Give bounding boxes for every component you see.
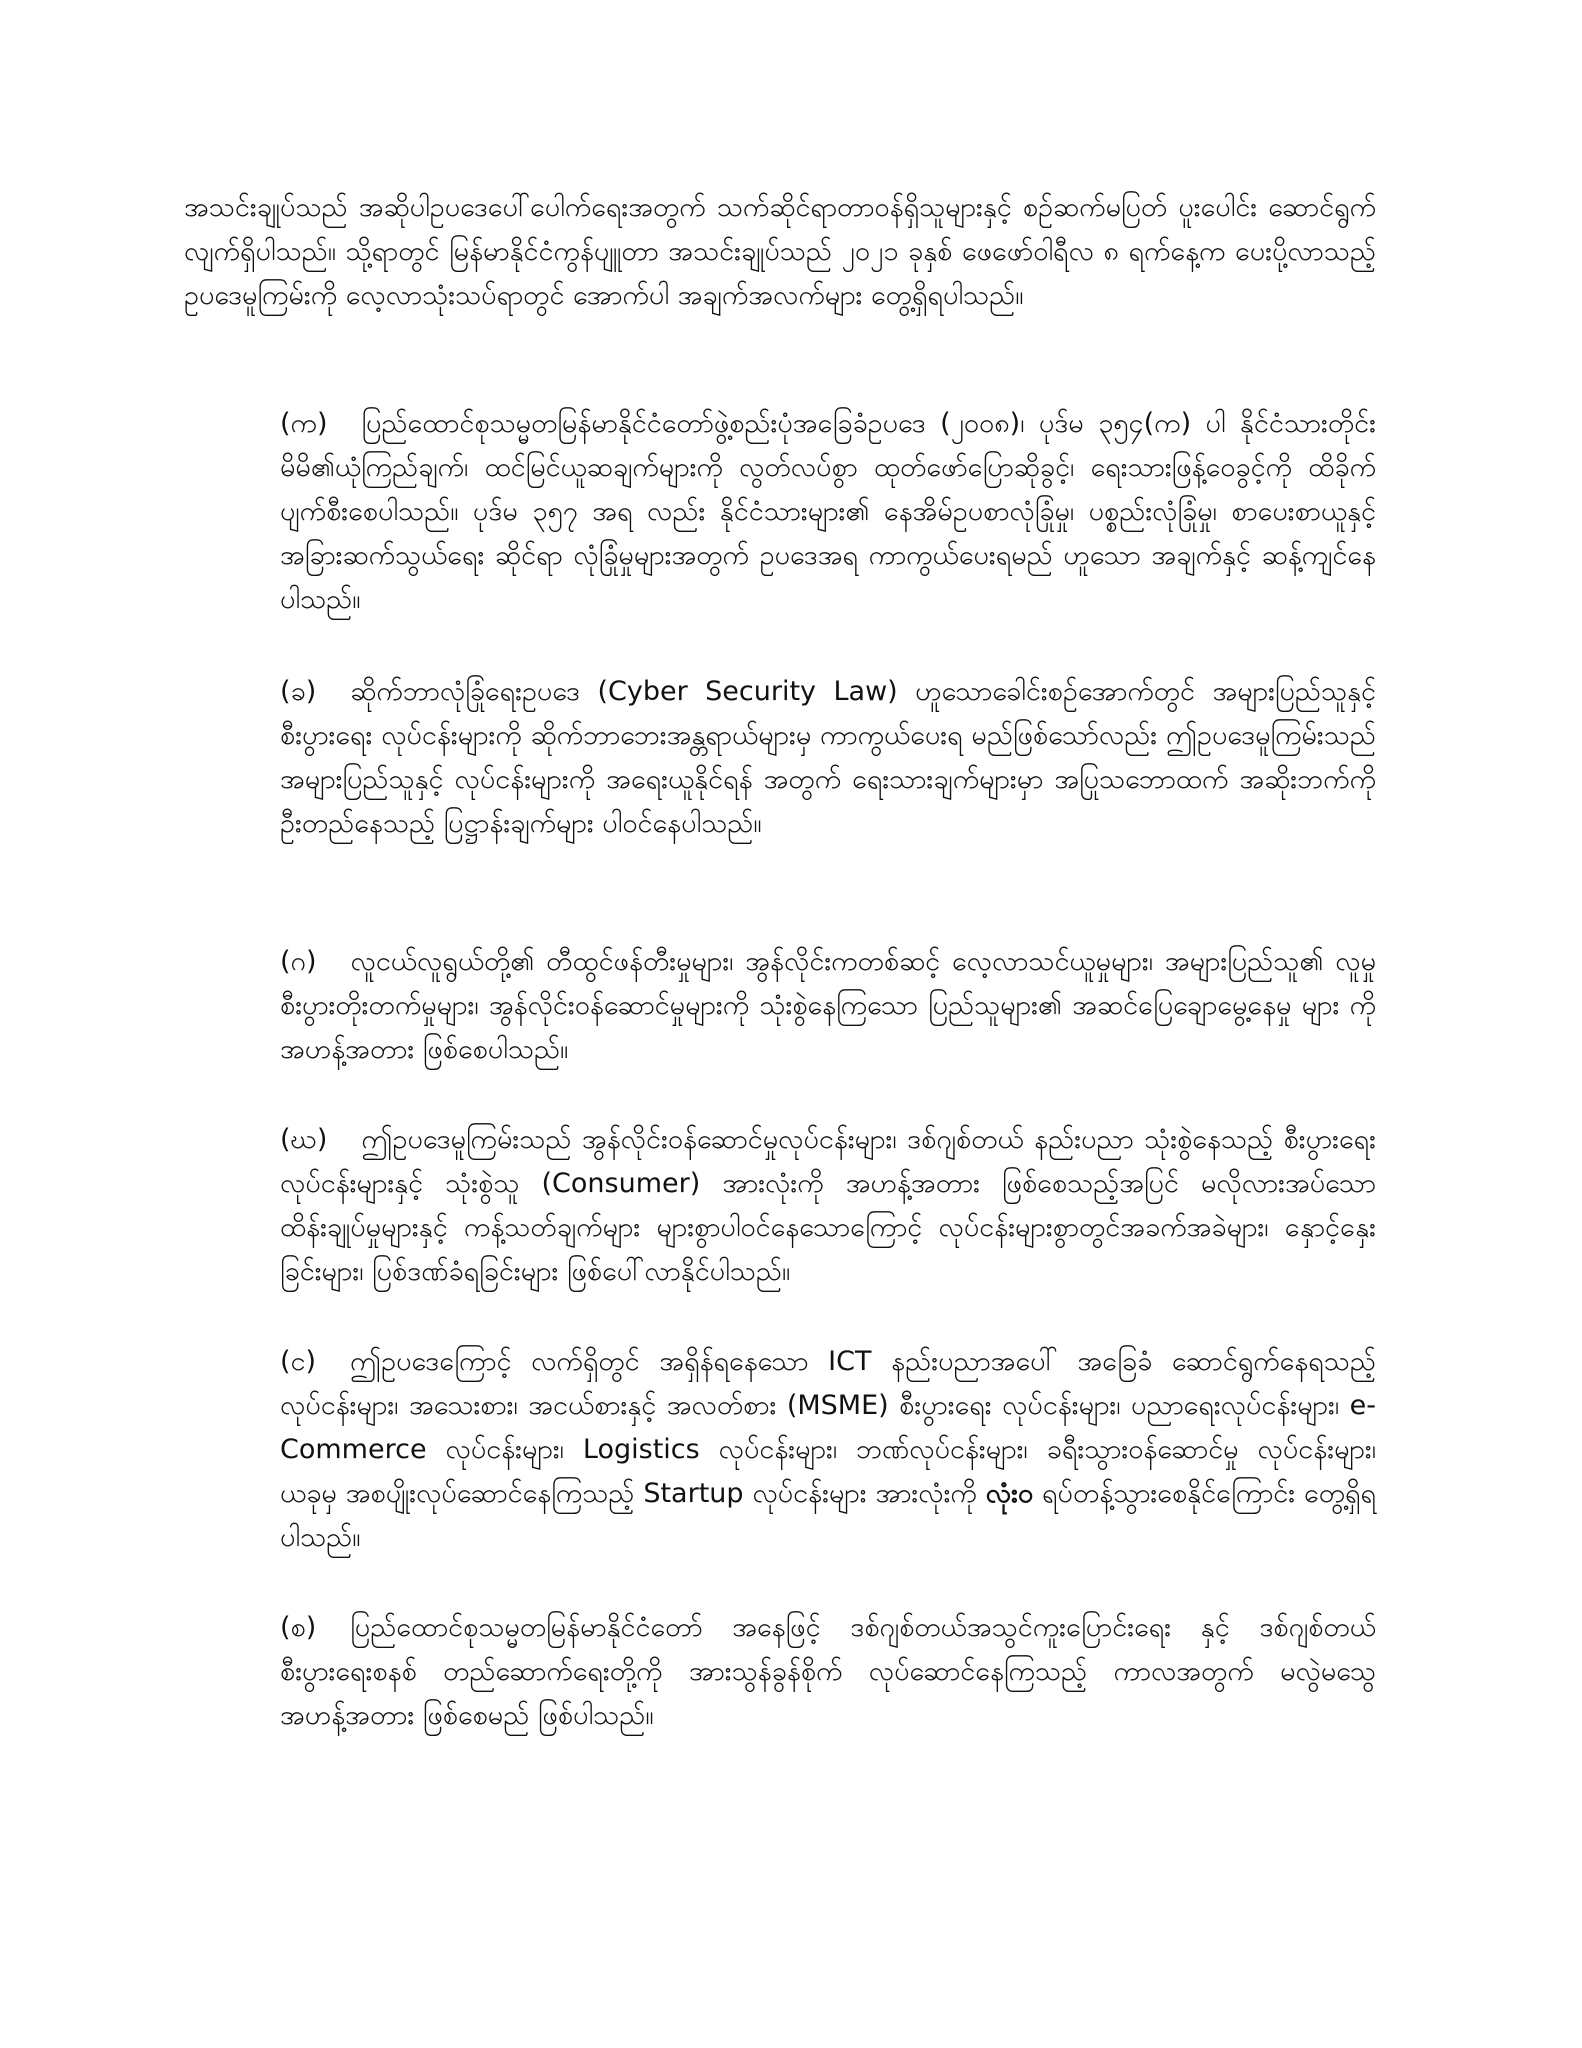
item-text-bold: လုံး၀ xyxy=(985,1478,1034,1509)
item-marker: (ဃ) xyxy=(280,1124,328,1155)
item-text-after: ရပ်တန့်သွားစေနိုင်ကြောင်း တွေ့ရှိရပါသည်။ xyxy=(280,1478,1376,1553)
item-text: ဤဥပဒေမူကြမ်းသည် အွန်လိုင်းဝန်ဆောင်မှုလုပ်ငန်းများ၊ ဒစ်ဂျစ်တယ် နည်းပညာ သုံးစွဲနေသည့် စီးပွားရေးလုပ်ငန်းများနှင့် သုံးစွဲသူ (Consumer) အားလုံးကို အဟန့်အတား ဖြစ်စေသည့်အပြင် မလိုလားအပ်သော ထိန်းချုပ်မှုများနှင့် ကန့်သတ်ချက်များ များစွာပါဝင်နေသောကြောင့် လုပ်ငန်းများစွာတွင်အခက်အခဲများ၊ နှောင့်နှေးခြင်းများ၊ ပြစ်ဒဏ်ခံရခြင်းများ ဖြစ်ပေါ်လာနိုင်ပါသည်။ xyxy=(280,1124,1376,1287)
item-text: ဆိုက်ဘာလုံခြုံရေးဥပဒေ (Cyber Security Law) ဟူသောခေါင်းစဉ်အောက်တွင် အများပြည်သူနှင့် စီးပွားရေး လုပ်ငန်းများကို ဆိုက်ဘာဘေးအန္တရာယ်များမှ ကာကွယ်ပေးရ မည်ဖြစ်သော်လည်း ဤဥပဒေမူကြမ်းသည် အများပြည်သူနှင့် လုပ်ငန်းများကို အရေးယူနိုင်ရန် အတွက် ရေးသားချက်များမှာ အပြုသဘောထက် အဆိုးဘက်ကို ဦးတည်နေသည့် ပြဋ္ဌာန်းချက်များ ပါဝင်နေပါသည်။ xyxy=(280,676,1376,839)
item-marker: (ဂ) xyxy=(280,946,317,977)
item-text: လူငယ်လူရွယ်တို့၏ တီထွင်ဖန်တီးမှုများ၊ အွန်လိုင်းကတစ်ဆင့် လေ့လာသင်ယူမှုများ၊ အများပြည်သူ၏ လူမှုစီးပွားတိုးတက်မှုများ၊ အွန်လိုင်းဝန်ဆောင်မှုများကို သုံးစွဲနေကြသော ပြည်သူများ၏ အဆင်ပြေချောမွေ့နေမှု များ ကို အဟန့်အတား ဖြစ်စေပါသည်။ xyxy=(280,946,1376,1065)
list-item-ga xyxy=(280,940,1376,1072)
item-text-before: ဤဥပဒေကြောင့် လက်ရှိတွင် အရှိန်ရနေသော ICT နည်းပညာအပေါ် အခြေခံ ဆောင်ရွက်နေရသည့်လုပ်ငန်းများ၊ အသေးစား၊ အငယ်စားနှင့် အလတ်စား (MSME) စီးပွားရေး လုပ်ငန်းများ၊ ပညာရေးလုပ်ငန်းများ၊ e-Commerce လုပ်ငန်းများ၊ Logistics လုပ်ငန်းများ၊ ဘဏ်လုပ်ငန်းများ၊ ခရီးသွားဝန်ဆောင်မှု လုပ်ငန်းများ၊ ယခုမှ အစပျိုးလုပ်ဆောင်နေကြသည့် Startup လုပ်ငန်းများ အားလုံးကို xyxy=(280,1346,1376,1509)
item-marker: (ခ) xyxy=(280,676,317,707)
item-text: ပြည်ထောင်စုသမ္မတမြန်မာနိုင်ငံတော်ဖွဲ့စည်းပုံအခြေခံဥပဒေ (၂၀၀၈)၊ ပုဒ်မ ၃၅၄(က) ပါ နိုင်ငံသားတိုင်း မိမိ၏ယုံကြည်ချက်၊ ထင်မြင်ယူဆချက်များကို လွတ်လပ်စွာ ထုတ်ဖော်ပြောဆိုခွင့်၊ ရေးသားဖြန့်ဝေခွင့်ကို ထိခိုက်ပျက်စီးစေပါသည်။ ပုဒ်မ ၃၅၇ အရ လည်း နိုင်ငံသားများ၏ နေအိမ်ဥပစာလုံခြုံမှု၊ ပစ္စည်းလုံခြုံမှု၊ စာပေးစာယူနှင့် အခြားဆက်သွယ်ရေး ဆိုင်ရာ လုံခြုံမှုများအတွက် ဥပဒေအရ ကာကွယ်ပေးရမည် ဟူသော အချက်နှင့် ဆန့်ကျင်နေပါသည်။ xyxy=(280,408,1376,615)
list-item-kha xyxy=(280,670,1376,846)
item-marker: (စ) xyxy=(280,1612,317,1643)
item-marker: (က) xyxy=(280,408,328,439)
list-item-gha xyxy=(280,1118,1376,1294)
item-marker: (င) xyxy=(280,1346,317,1377)
list-item-sa xyxy=(280,1606,1376,1738)
list-item-nga xyxy=(280,1340,1376,1560)
intro-paragraph: အသင်းချုပ်သည် အဆိုပါဥပဒေပေါ်ပေါက်ရေးအတွက် သက်ဆိုင်ရာတာဝန်ရှိသူများနှင့် စဉ်ဆက်မပြတ် ပူးပေါင်း ဆောင်ရွက်လျက်ရှိပါသည်။ သို့ရာတွင် မြန်မာနိုင်ငံကွန်ပျူတာ အသင်းချုပ်သည် ၂၀၂၁ ခုနှစ် ဖေဖော်ဝါရီလ ၈ ရက်နေ့က ပေးပို့လာသည့် ဥပဒေမူကြမ်းကို လေ့လာသုံးသပ်ရာတွင် အောက်ပါ အချက်အလက်များ တွေ့ရှိရပါသည်။ xyxy=(184,192,1376,311)
item-text: ပြည်ထောင်စုသမ္မတမြန်မာနိုင်ငံတော် အနေဖြင့် ဒစ်ဂျစ်တယ်အသွင်ကူးပြောင်းရေး နှင့် ဒစ်ဂျစ်တယ်စီးပွားရေးစနစ် တည်ဆောက်ရေးတို့ကို အားသွန်ခွန်စိုက် လုပ်ဆောင်နေကြသည့် ကာလအတွက် မလွဲမသွေ အဟန့်အတား ဖြစ်စေမည် ဖြစ်ပါသည်။ xyxy=(280,1612,1376,1731)
list-item-ka xyxy=(280,402,1376,622)
